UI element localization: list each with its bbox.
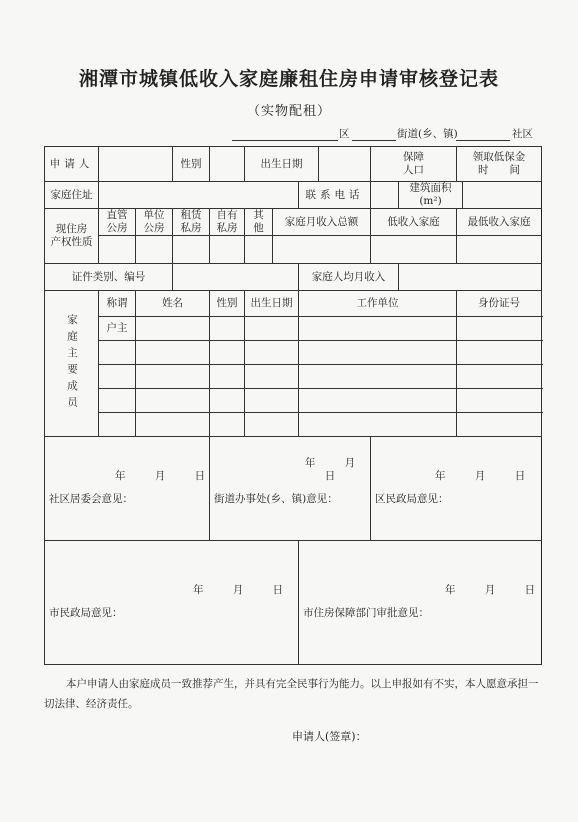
housing-type-rented[interactable]: 租赁 私房	[173, 209, 210, 236]
housing-dept-opinion-box[interactable]	[299, 541, 542, 665]
housing-dept-opinion-date: 年 月 日	[445, 583, 536, 596]
member-work-input[interactable]	[299, 365, 457, 389]
member-header-relation: 称谓	[99, 291, 136, 317]
member-id-input[interactable]	[457, 317, 542, 341]
member-id-input[interactable]	[457, 389, 542, 413]
member-birth-input[interactable]	[245, 317, 299, 341]
housing-property-label: 现住房 产权性质	[45, 209, 99, 264]
low-income-label: 低收入家庭	[371, 209, 457, 236]
birth-input[interactable]	[319, 147, 371, 182]
community-opinion-label: 社区居委会意见：	[49, 492, 133, 505]
member-relation-input[interactable]	[99, 341, 136, 365]
lowest-income-label: 最低收入家庭	[457, 209, 542, 236]
member-id-input[interactable]	[457, 341, 542, 365]
member-gender-input[interactable]	[210, 341, 245, 365]
member-birth-input[interactable]	[245, 413, 299, 437]
gender-input[interactable]	[210, 147, 245, 182]
table-row	[45, 365, 542, 389]
city-civil-opinion-label: 市民政局意见：	[49, 606, 123, 619]
member-name-input[interactable]	[136, 413, 210, 437]
member-name-input[interactable]	[136, 341, 210, 365]
id-type-label: 证件类别、编号	[45, 264, 173, 291]
low-income-input[interactable]	[371, 236, 457, 264]
per-capita-income-input[interactable]	[399, 264, 542, 291]
member-name-input[interactable]	[136, 317, 210, 341]
declaration-text: 本户申请人由家庭成员一致推荐产生，并具有完全民事行为能力。以上申报如有不实，本人愿意承担一切法律、经济责任。	[44, 678, 539, 710]
member-header-id: 身份证号	[457, 291, 542, 317]
table-row	[45, 341, 542, 365]
street-opinion-date: 年 月 日	[304, 456, 356, 482]
district-blank[interactable]	[232, 127, 338, 141]
district-label: 区	[339, 128, 350, 140]
member-work-input[interactable]	[299, 341, 457, 365]
monthly-income-input[interactable]	[273, 236, 371, 264]
district-civil-opinion-label: 区民政局意见：	[375, 492, 449, 505]
allowance-time-label: 领取低保金 时 间	[457, 147, 542, 182]
housing-type-other[interactable]: 其 他	[245, 209, 273, 236]
member-work-input[interactable]	[299, 389, 457, 413]
phone-label: 联系电话	[299, 182, 371, 209]
monthly-income-label: 家庭月收入总额	[273, 209, 371, 236]
security-population-label: 保障 人口	[371, 147, 457, 182]
street-opinion-label: 街道办事处(乡、镇)意见：	[214, 492, 338, 505]
district-civil-opinion-box[interactable]	[371, 437, 542, 541]
member-gender-input[interactable]	[210, 365, 245, 389]
member-relation-input[interactable]	[99, 413, 136, 437]
gender-label: 性别	[173, 147, 210, 182]
member-work-input[interactable]	[299, 317, 457, 341]
street-blank[interactable]	[352, 127, 396, 141]
family-members-label: 家庭主要成员	[45, 291, 99, 437]
member-work-input[interactable]	[299, 413, 457, 437]
housing-type-direct[interactable]: 直管 公房	[99, 209, 136, 236]
community-blank[interactable]	[456, 127, 510, 141]
id-type-input[interactable]	[173, 264, 299, 291]
district-civil-opinion-date: 年 月 日	[435, 469, 526, 482]
member-name-input[interactable]	[136, 389, 210, 413]
member-relation-head: 户主	[99, 317, 136, 341]
housing-dept-opinion-label: 市住房保障部门审批意见：	[303, 606, 429, 619]
table-row	[45, 389, 542, 413]
area-label: 建筑面积(m²)	[399, 182, 463, 209]
member-gender-input[interactable]	[210, 389, 245, 413]
member-relation-input[interactable]	[99, 389, 136, 413]
member-header-name: 姓名	[136, 291, 210, 317]
table-row	[45, 413, 542, 437]
city-civil-opinion-box[interactable]	[45, 541, 299, 665]
per-capita-income-label: 家庭人均月收入	[299, 264, 399, 291]
member-birth-input[interactable]	[245, 365, 299, 389]
housing-type-unit[interactable]: 单位 公房	[136, 209, 173, 236]
housing-check-rented[interactable]	[173, 236, 210, 264]
applicant-input[interactable]	[99, 147, 173, 182]
member-gender-input[interactable]	[210, 413, 245, 437]
member-name-input[interactable]	[136, 365, 210, 389]
member-header-gender: 性别	[210, 291, 245, 317]
form-subtitle: （实物配租）	[246, 104, 331, 119]
community-label: 社区	[512, 128, 533, 140]
housing-check-owned[interactable]	[210, 236, 245, 264]
community-opinion-box[interactable]	[45, 437, 210, 541]
member-header-birth: 出生日期	[245, 291, 299, 317]
member-birth-input[interactable]	[245, 341, 299, 365]
member-id-input[interactable]	[457, 365, 542, 389]
housing-check-other[interactable]	[245, 236, 273, 264]
member-relation-input[interactable]	[99, 365, 136, 389]
applicant-signature-label: 申请人(签章)：	[292, 730, 367, 743]
address-label: 家庭住址	[45, 182, 99, 209]
area-input[interactable]	[463, 182, 542, 209]
form-title: 湘潭市城镇低收入家庭廉租住房申请审核登记表	[78, 68, 499, 90]
table-row	[45, 317, 542, 341]
housing-check-direct[interactable]	[99, 236, 136, 264]
street-label: 街道(乡、镇)	[397, 128, 458, 140]
birth-label: 出生日期	[245, 147, 319, 182]
application-form-table	[44, 146, 542, 665]
housing-type-owned[interactable]: 自有 私房	[210, 209, 245, 236]
lowest-income-input[interactable]	[457, 236, 542, 264]
phone-input[interactable]	[371, 182, 399, 209]
housing-check-unit[interactable]	[136, 236, 173, 264]
applicant-label: 申请人	[45, 147, 99, 182]
city-civil-opinion-date: 年 月 日	[193, 583, 284, 596]
street-opinion-box[interactable]	[210, 437, 371, 541]
address-input[interactable]	[99, 182, 299, 209]
member-birth-input[interactable]	[245, 389, 299, 413]
member-header-work: 工作单位	[299, 291, 457, 317]
community-opinion-date: 年 月 日	[115, 469, 206, 482]
member-id-input[interactable]	[457, 413, 542, 437]
member-gender-input[interactable]	[210, 317, 245, 341]
